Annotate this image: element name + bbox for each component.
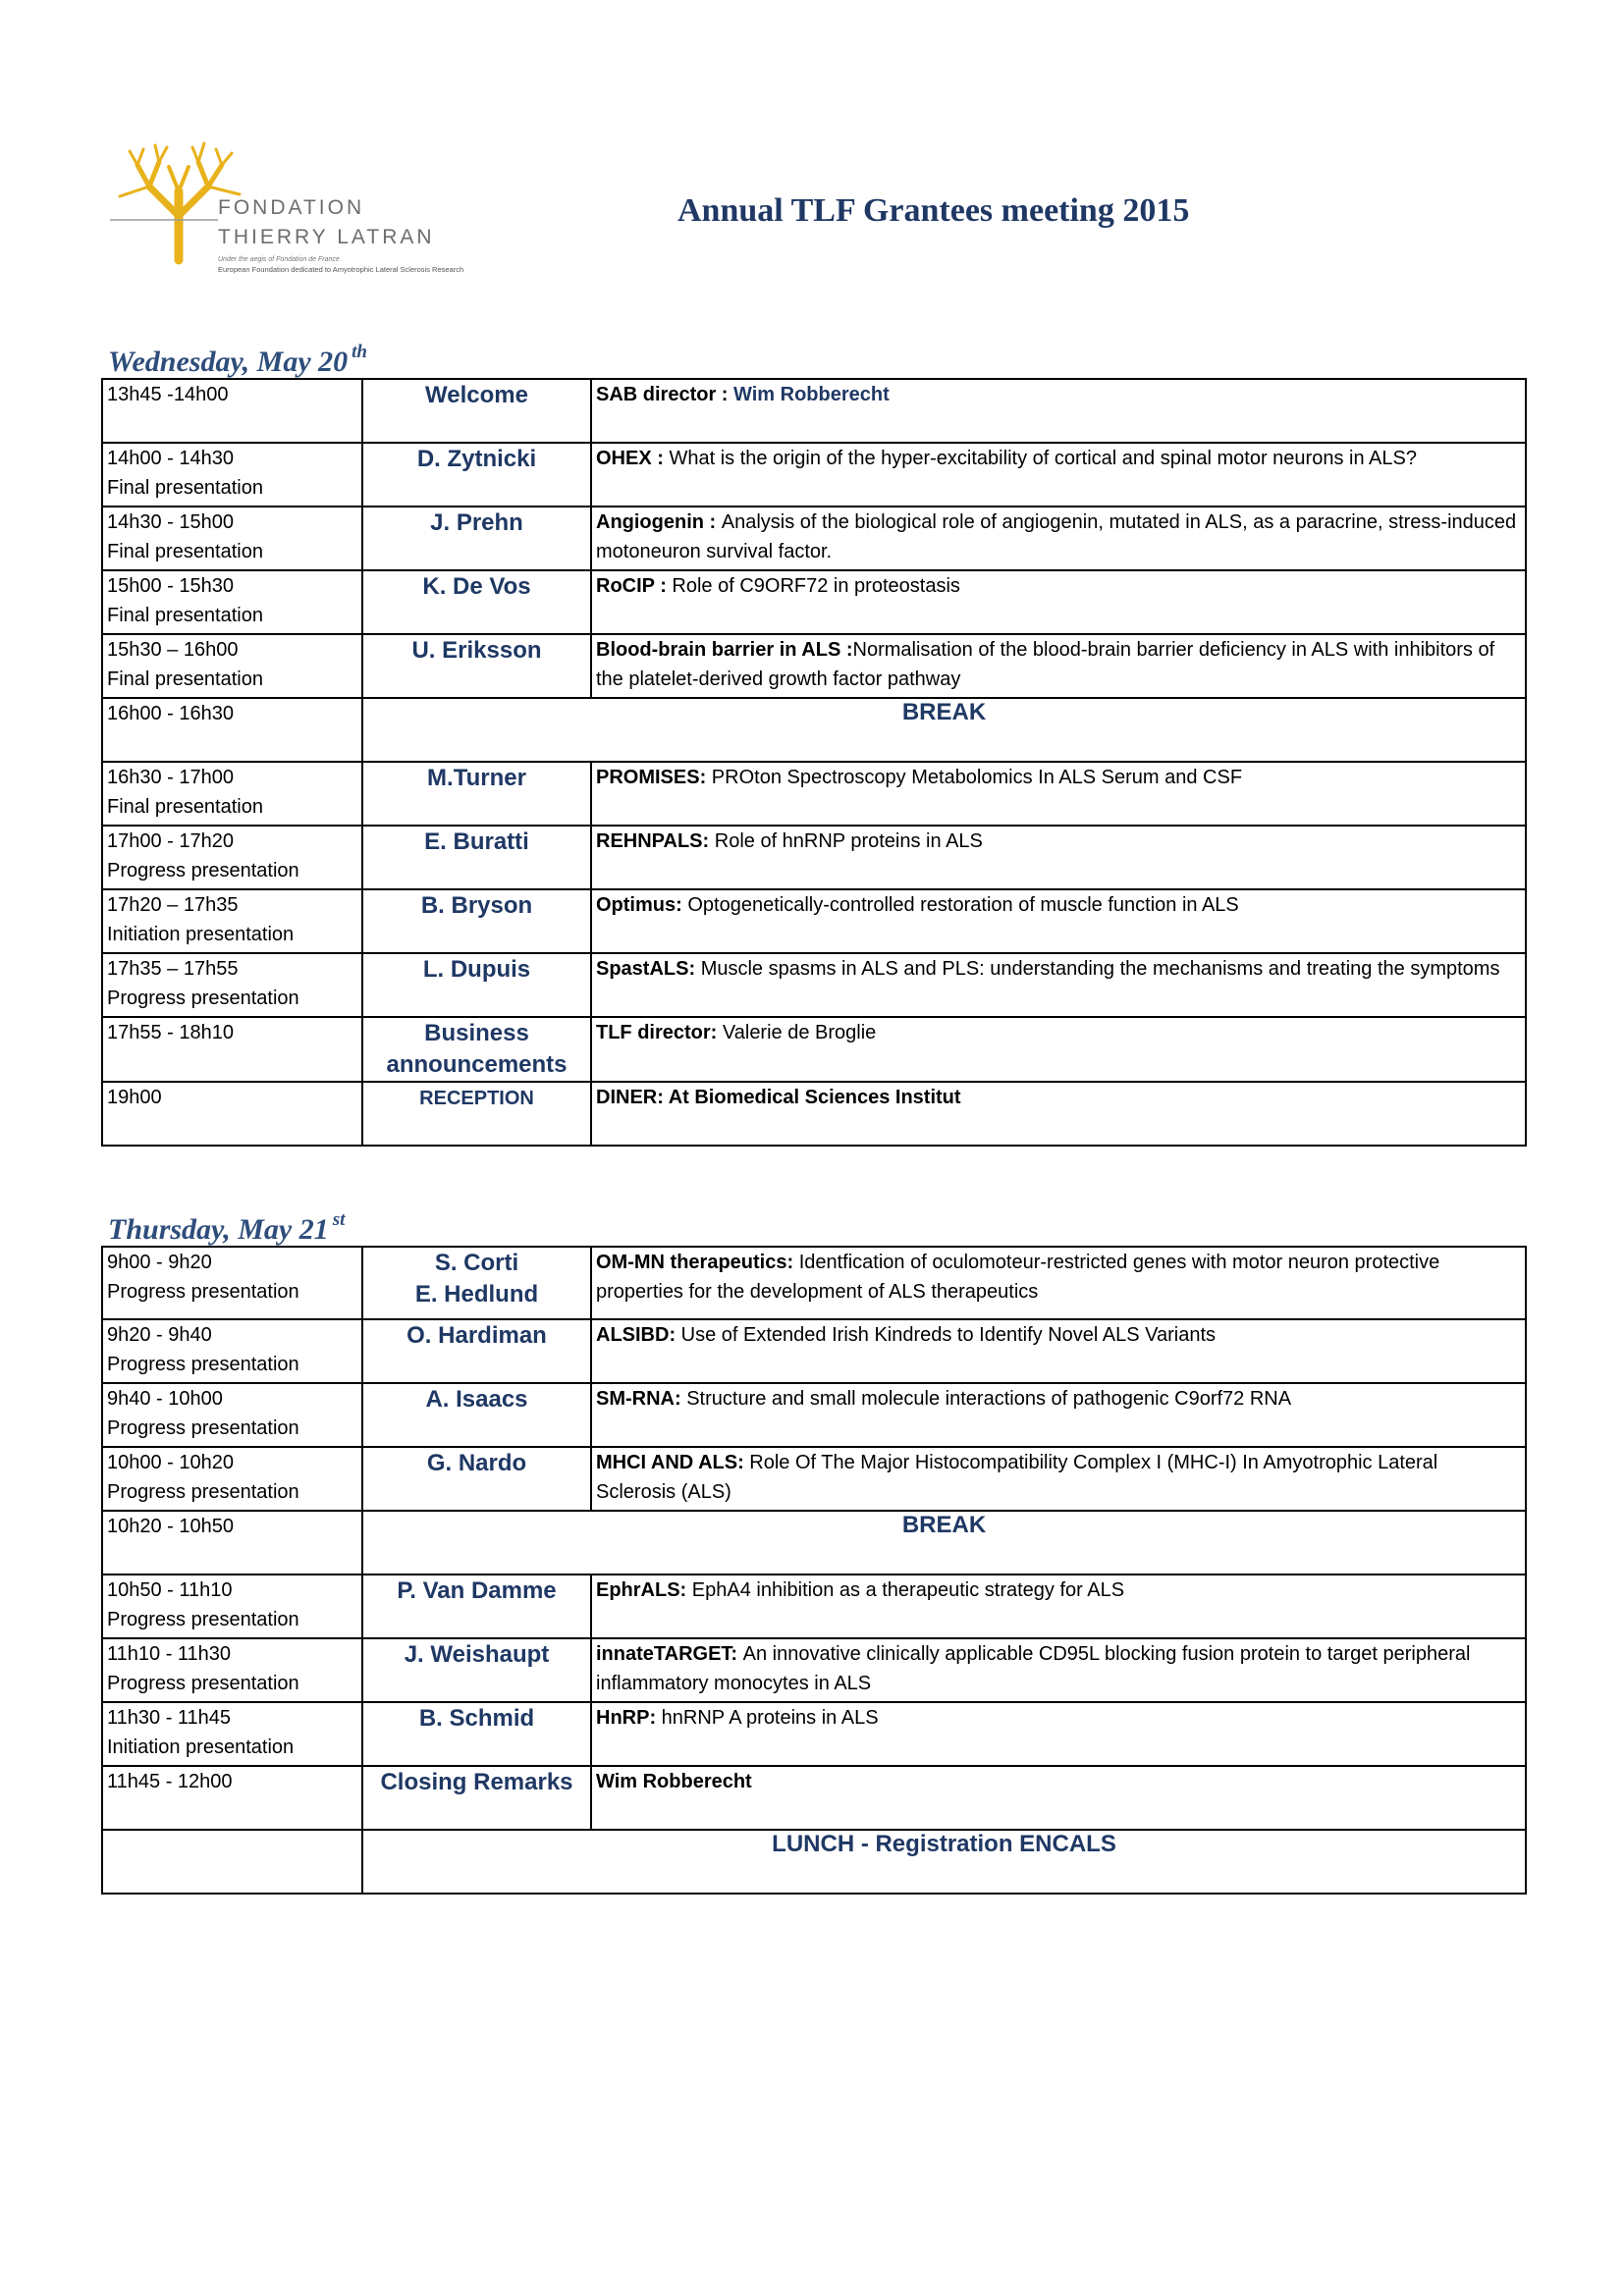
presentation-type: Final presentation	[107, 605, 263, 626]
break-cell: LUNCH - Registration ENCALS	[362, 1830, 1526, 1894]
project-acronym: SpastALS:	[596, 958, 701, 980]
speaker-name: S. Corti	[434, 1250, 519, 1276]
presentation-type: Progress presentation	[107, 1354, 299, 1375]
time-cell	[102, 1830, 362, 1894]
time-cell	[102, 634, 362, 698]
topic-cell	[591, 1575, 1526, 1638]
time-slot: 9h40 - 10h00	[107, 1388, 223, 1410]
time-slot: 14h30 - 15h00	[107, 511, 235, 533]
speaker-name: B. Bryson	[420, 892, 533, 919]
speaker-cell	[362, 762, 591, 826]
project-description: Role of C9ORF72 in proteostasis	[672, 575, 960, 597]
table-row	[102, 1702, 1526, 1766]
project-description: Identfication of oculomoteur-restricted genes with motor neuron protective properties for the development of ALS therapeutics	[596, 1252, 1440, 1303]
project-description: hnRNP A proteins in ALS	[661, 1707, 879, 1729]
speaker-cell	[362, 1383, 591, 1447]
project-description: An innovative clinically applicable CD95L blocking fusion protein to target peripheral inflammatory monocytes in ALS	[596, 1643, 1471, 1694]
time-cell	[102, 953, 362, 1017]
time-cell	[102, 570, 362, 634]
day-heading-sup: st	[332, 1209, 346, 1230]
speaker-cell	[362, 507, 591, 570]
time-slot: 9h00 - 9h20	[107, 1252, 212, 1273]
topic-accent: Wim Robberecht	[733, 384, 890, 405]
time-slot: 11h45 - 12h00	[107, 1771, 233, 1792]
time-slot: 15h00 - 15h30	[107, 575, 235, 597]
topic-cell	[591, 570, 1526, 634]
presentation-type: Final presentation	[107, 668, 263, 690]
project-description: Muscle spasms in ALS and PLS: understanding the mechanisms and treating the symptoms	[700, 958, 1500, 980]
speaker-name: E. Buratti	[424, 828, 529, 855]
schedule-table-thursday	[101, 1246, 1527, 1895]
topic-cell	[591, 1383, 1526, 1447]
topic-cell	[591, 379, 1526, 443]
project-description: Use of Extended Irish Kindreds to Identify Novel ALS Variants	[680, 1324, 1217, 1346]
break-cell: BREAK	[362, 1511, 1526, 1575]
topic-cell	[591, 1702, 1526, 1766]
time-slot: 11h10 - 11h30	[107, 1643, 232, 1665]
table-row	[102, 762, 1526, 826]
day-heading-wednesday	[108, 342, 367, 379]
time-cell	[102, 762, 362, 826]
speaker-name: Welcome	[425, 382, 528, 408]
project-description: Role Of The Major Histocompatibility Complex I (MHC-I) In Amyotrophic Lateral Sclerosis (ALS)	[596, 1452, 1438, 1503]
time-cell	[102, 507, 362, 570]
table-row	[102, 1766, 1526, 1830]
table-row	[102, 443, 1526, 507]
speaker-name: D. Zytnicki	[416, 446, 537, 472]
speaker-name: Business announcements	[386, 1020, 568, 1078]
topic-cell	[591, 762, 1526, 826]
time-cell	[102, 1247, 362, 1319]
project-acronym: Blood-brain barrier in ALS :	[596, 639, 853, 661]
table-row	[102, 1319, 1526, 1383]
speaker-cell	[362, 1638, 591, 1702]
speaker-cell	[362, 1575, 591, 1638]
presentation-type: Progress presentation	[107, 860, 299, 881]
project-acronym: EphrALS:	[596, 1579, 692, 1601]
table-row	[102, 1830, 1526, 1894]
project-description: Valerie de Broglie	[722, 1022, 877, 1043]
project-description: PROton Spectroscopy Metabolomics In ALS Serum and CSF	[711, 767, 1243, 788]
project-acronym: REHNPALS:	[596, 830, 715, 852]
presentation-type: Progress presentation	[107, 1609, 299, 1630]
topic-cell	[591, 953, 1526, 1017]
presentation-type: Progress presentation	[107, 1281, 299, 1303]
document-title: Annual TLF Grantees meeting 2015	[677, 192, 1190, 229]
time-slot: 17h55 - 18h10	[107, 1022, 235, 1043]
project-description: Optogenetically-controlled restoration of muscle function in ALS	[687, 894, 1239, 916]
project-acronym: Wim Robberecht	[596, 1771, 752, 1792]
topic-cell	[591, 634, 1526, 698]
time-cell	[102, 698, 362, 762]
project-acronym: Optimus:	[596, 894, 688, 916]
presentation-type: Progress presentation	[107, 1481, 299, 1503]
presentation-type: Progress presentation	[107, 988, 299, 1009]
presentation-type: Initiation presentation	[107, 1736, 295, 1758]
presentation-type: Progress presentation	[107, 1673, 299, 1694]
project-acronym: HnRP:	[596, 1707, 662, 1729]
topic-cell	[591, 1017, 1526, 1082]
speaker-name: U. Eriksson	[411, 637, 542, 664]
time-cell	[102, 1319, 362, 1383]
table-row	[102, 1383, 1526, 1447]
project-acronym: TLF director:	[596, 1022, 723, 1043]
speaker-cell	[362, 634, 591, 698]
table-row	[102, 1511, 1526, 1575]
table-row	[102, 1447, 1526, 1511]
time-slot: 15h30 – 16h00	[107, 639, 239, 661]
time-cell	[102, 379, 362, 443]
time-slot: 16h00 - 16h30	[107, 703, 235, 724]
time-slot: 17h00 - 17h20	[107, 830, 235, 852]
presentation-type: Final presentation	[107, 477, 263, 499]
topic-cell	[591, 1247, 1526, 1319]
time-cell	[102, 1447, 362, 1511]
project-acronym: PROMISES:	[596, 767, 712, 788]
time-slot: 11h30 - 11h45	[107, 1707, 232, 1729]
presentation-type: Initiation presentation	[107, 924, 295, 945]
break-cell: BREAK	[362, 698, 1526, 762]
time-cell	[102, 889, 362, 953]
time-slot: 9h20 - 9h40	[107, 1324, 212, 1346]
speaker-name: Closing Remarks	[380, 1769, 573, 1795]
table-row	[102, 889, 1526, 953]
speaker-cell	[362, 1082, 591, 1146]
day-heading-text: Thursday, May 21	[108, 1213, 329, 1246]
table-row	[102, 634, 1526, 698]
speaker-name: J. Weishaupt	[404, 1641, 550, 1668]
day-heading-text: Wednesday, May 20	[108, 346, 349, 378]
speaker-name: G. Nardo	[426, 1450, 527, 1476]
time-slot: 10h00 - 10h20	[107, 1452, 235, 1473]
day-heading-sup: th	[352, 342, 367, 362]
table-row	[102, 570, 1526, 634]
project-description: EphA4 inhibition as a therapeutic strategy for ALS	[691, 1579, 1125, 1601]
time-cell	[102, 1638, 362, 1702]
speaker-name: P. Van Damme	[397, 1577, 557, 1604]
logo-tagline-2: European Foundation dedicated to Amyotrophic Lateral Sclerosis Research	[218, 265, 464, 274]
logo-tagline-1: Under the aegis of Fondation de France	[218, 256, 340, 263]
project-description: Normalisation of the blood-brain barrier deficiency in ALS with inhibitors of the platelet-derived growth factor pathway	[596, 639, 1495, 690]
topic-cell	[591, 1638, 1526, 1702]
project-description: Analysis of the biological role of angiogenin, mutated in ALS, as a paracrine, stress-induced motoneuron survival factor.	[596, 511, 1517, 562]
speaker-cell	[362, 570, 591, 634]
project-description: What is the origin of the hyper-excitability of cortical and spinal motor neurons in ALS?	[669, 448, 1417, 469]
table-row	[102, 1247, 1526, 1319]
time-cell	[102, 1702, 362, 1766]
speaker-name: RECEPTION	[419, 1088, 534, 1109]
speaker-name: L. Dupuis	[422, 956, 531, 983]
logo-line2: THIERRY LATRAN	[218, 226, 435, 248]
speaker-name-2: E. Hedlund	[414, 1281, 539, 1308]
topic-cell	[591, 1082, 1526, 1146]
table-row	[102, 826, 1526, 889]
time-slot: 10h50 - 11h10	[107, 1579, 233, 1601]
time-cell	[102, 1766, 362, 1830]
table-row	[102, 1638, 1526, 1702]
project-acronym: SAB director :	[596, 384, 734, 405]
topic-cell	[591, 507, 1526, 570]
project-acronym: RoCIP :	[596, 575, 673, 597]
project-acronym: OHEX :	[596, 448, 670, 469]
time-cell	[102, 1082, 362, 1146]
table-row	[102, 1017, 1526, 1082]
presentation-type: Final presentation	[107, 796, 263, 818]
speaker-cell	[362, 1017, 591, 1082]
speaker-cell	[362, 953, 591, 1017]
time-cell	[102, 826, 362, 889]
time-cell	[102, 1383, 362, 1447]
speaker-name: B. Schmid	[418, 1705, 535, 1732]
speaker-name: M.Turner	[427, 765, 526, 791]
speaker-cell	[362, 443, 591, 507]
presentation-type: Progress presentation	[107, 1417, 299, 1439]
topic-cell	[591, 1319, 1526, 1383]
time-slot: 10h20 - 10h50	[107, 1516, 235, 1537]
presentation-type: Final presentation	[107, 541, 263, 562]
table-row	[102, 379, 1526, 443]
project-acronym: OM-MN therapeutics:	[596, 1252, 799, 1273]
time-cell	[102, 1511, 362, 1575]
time-slot: 16h30 - 17h00	[107, 767, 235, 788]
logo-line1: FONDATION	[218, 196, 365, 219]
table-row	[102, 953, 1526, 1017]
table-row	[102, 507, 1526, 570]
time-cell	[102, 1575, 362, 1638]
time-slot: 13h45 -14h00	[107, 384, 229, 405]
project-acronym: Angiogenin :	[596, 511, 722, 533]
day-heading-thursday	[108, 1209, 345, 1247]
speaker-cell	[362, 1447, 591, 1511]
speaker-name: A. Isaacs	[425, 1386, 528, 1413]
project-acronym: MHCI AND ALS:	[596, 1452, 750, 1473]
topic-cell	[591, 443, 1526, 507]
schedule-table-wednesday	[101, 378, 1527, 1147]
speaker-cell	[362, 889, 591, 953]
table-row	[102, 1575, 1526, 1638]
table-row	[102, 698, 1526, 762]
speaker-cell	[362, 1247, 591, 1319]
time-slot: 17h20 – 17h35	[107, 894, 239, 916]
topic-cell	[591, 1766, 1526, 1830]
speaker-cell	[362, 1766, 591, 1830]
time-slot: 17h35 – 17h55	[107, 958, 239, 980]
speaker-cell	[362, 1319, 591, 1383]
time-cell	[102, 1017, 362, 1082]
topic-cell	[591, 826, 1526, 889]
project-acronym: SM-RNA:	[596, 1388, 687, 1410]
project-description: Role of hnRNP proteins in ALS	[714, 830, 983, 852]
project-acronym: innateTARGET:	[596, 1643, 743, 1665]
speaker-name: K. De Vos	[422, 573, 531, 600]
project-acronym: ALSIBD:	[596, 1324, 681, 1346]
speaker-cell	[362, 1702, 591, 1766]
speaker-name: O. Hardiman	[406, 1322, 547, 1349]
project-description: Structure and small molecule interactions of pathogenic C9orf72 RNA	[686, 1388, 1292, 1410]
speaker-cell	[362, 379, 591, 443]
time-slot: 14h00 - 14h30	[107, 448, 235, 469]
project-acronym: DINER: At Biomedical Sciences Institut	[596, 1087, 961, 1108]
topic-cell	[591, 1447, 1526, 1511]
foundation-logo	[110, 137, 513, 285]
time-slot: 19h00	[107, 1087, 162, 1108]
table-row	[102, 1082, 1526, 1146]
topic-cell	[591, 889, 1526, 953]
time-cell	[102, 443, 362, 507]
speaker-cell	[362, 826, 591, 889]
speaker-name: J. Prehn	[430, 509, 523, 536]
